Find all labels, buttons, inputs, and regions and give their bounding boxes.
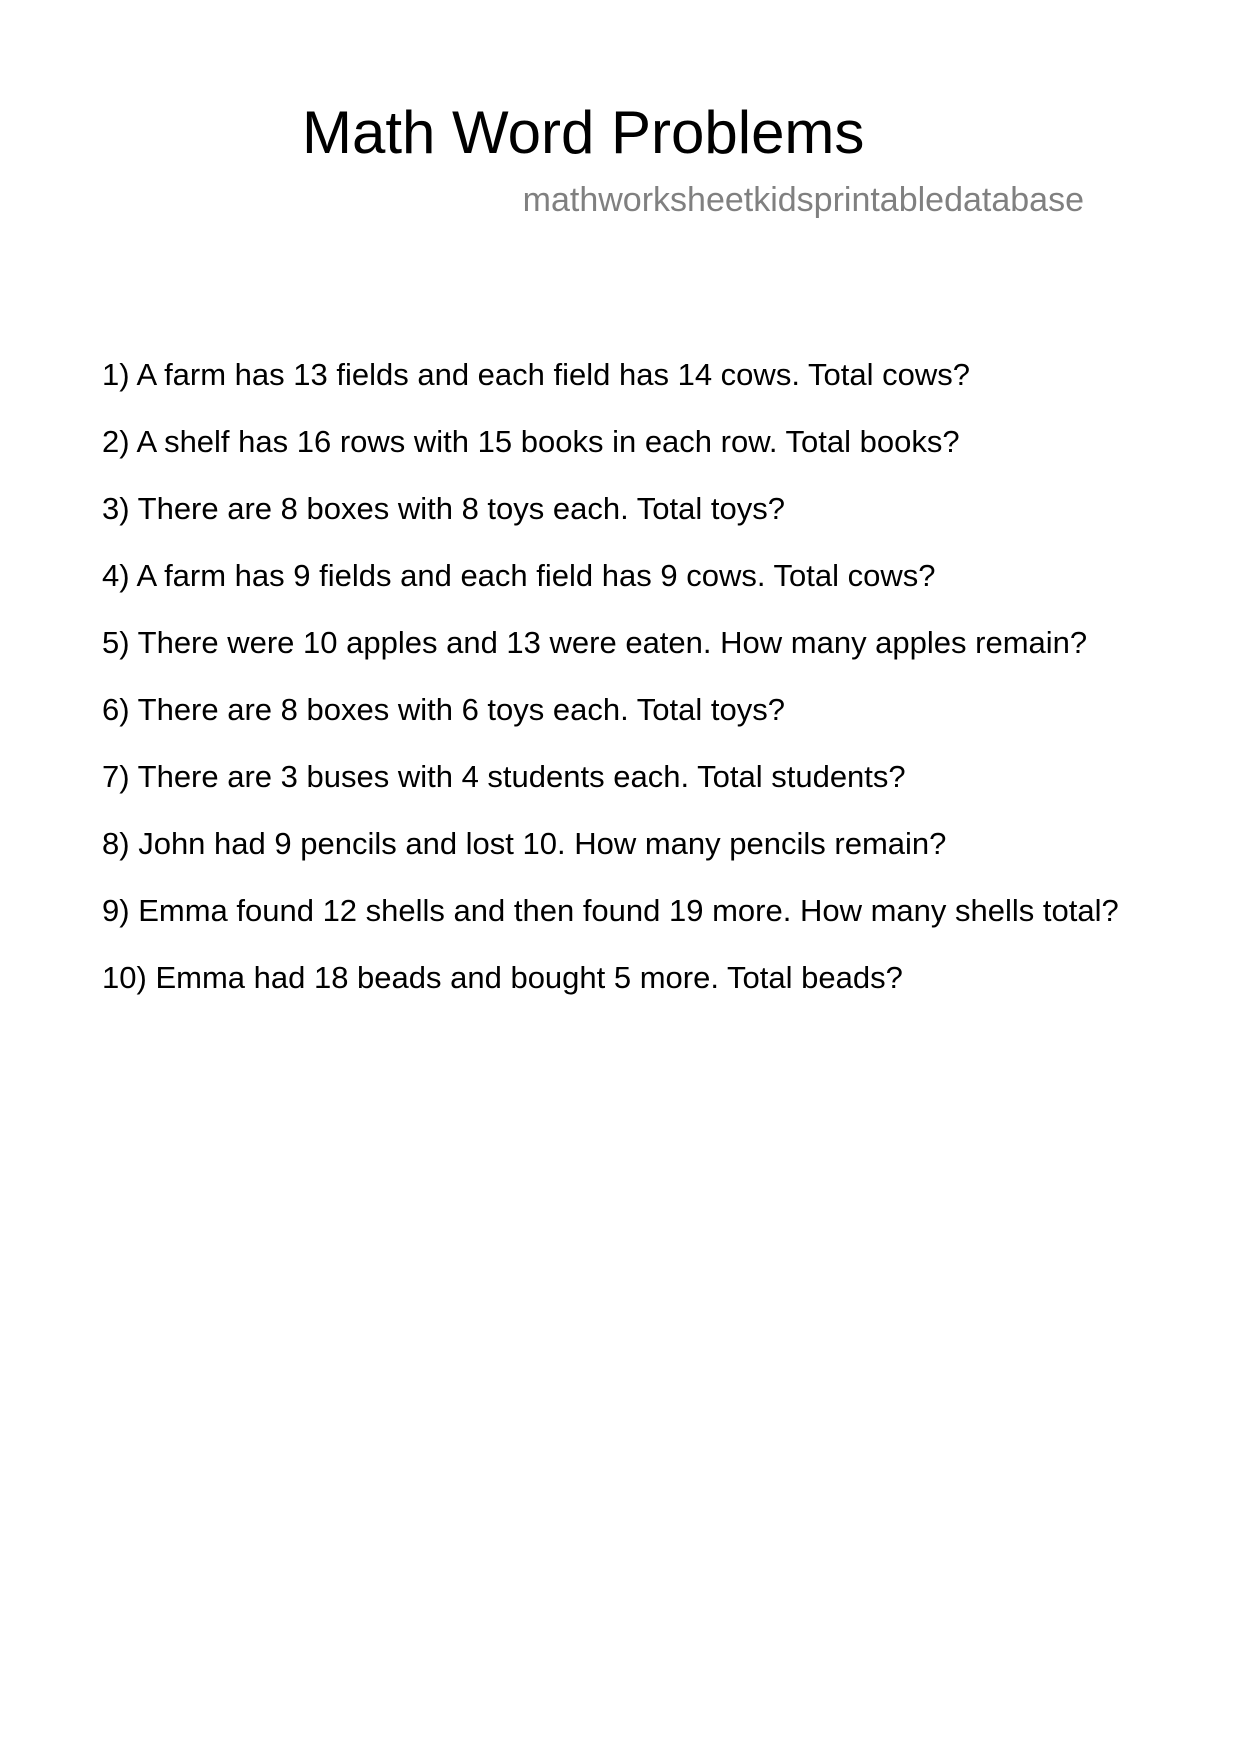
problem-item	[102, 354, 1132, 395]
problem-text: Emma had 18 beads and bought 5 more. Total beads?	[155, 960, 903, 995]
problem-text: John had 9 pencils and lost 10. How many pencils remain?	[138, 826, 947, 861]
problem-text: There are 3 buses with 4 students each. Total students?	[137, 759, 906, 794]
problem-item	[102, 488, 1132, 529]
problem-text: A shelf has 16 rows with 15 books in each row. Total books?	[136, 424, 960, 459]
problem-item	[102, 890, 1132, 931]
problem-number: 7)	[102, 759, 130, 794]
problem-number: 5)	[102, 625, 130, 660]
problem-text: Emma found 12 shells and then found 19 more. How many shells total?	[138, 893, 1119, 928]
problem-number: 1)	[102, 357, 130, 392]
problem-text: A farm has 9 fields and each field has 9 cows. Total cows?	[136, 558, 936, 593]
problem-item	[102, 555, 1132, 596]
problem-number: 9)	[102, 893, 130, 928]
problem-number: 8)	[102, 826, 130, 861]
problem-item	[102, 957, 1132, 998]
problem-item	[102, 421, 1132, 462]
problem-number: 3)	[102, 491, 130, 526]
problem-number: 6)	[102, 692, 130, 727]
problem-text: There were 10 apples and 13 were eaten. How many apples remain?	[137, 625, 1088, 660]
problem-item	[102, 622, 1132, 663]
problem-number: 2)	[102, 424, 130, 459]
problem-item	[102, 689, 1132, 730]
problem-list	[102, 354, 1132, 1024]
problem-text: A farm has 13 fields and each field has 14 cows. Total cows?	[136, 357, 970, 392]
problem-item	[102, 823, 1132, 864]
problem-text: There are 8 boxes with 8 toys each. Total toys?	[137, 491, 785, 526]
page-title: Math Word Problems	[302, 99, 865, 166]
problem-item	[102, 756, 1132, 797]
problem-number: 4)	[102, 558, 130, 593]
source-watermark: mathworksheetkidsprintabledatabase	[522, 181, 1084, 219]
problem-number: 10)	[102, 960, 147, 995]
problem-text: There are 8 boxes with 6 toys each. Total toys?	[137, 692, 785, 727]
